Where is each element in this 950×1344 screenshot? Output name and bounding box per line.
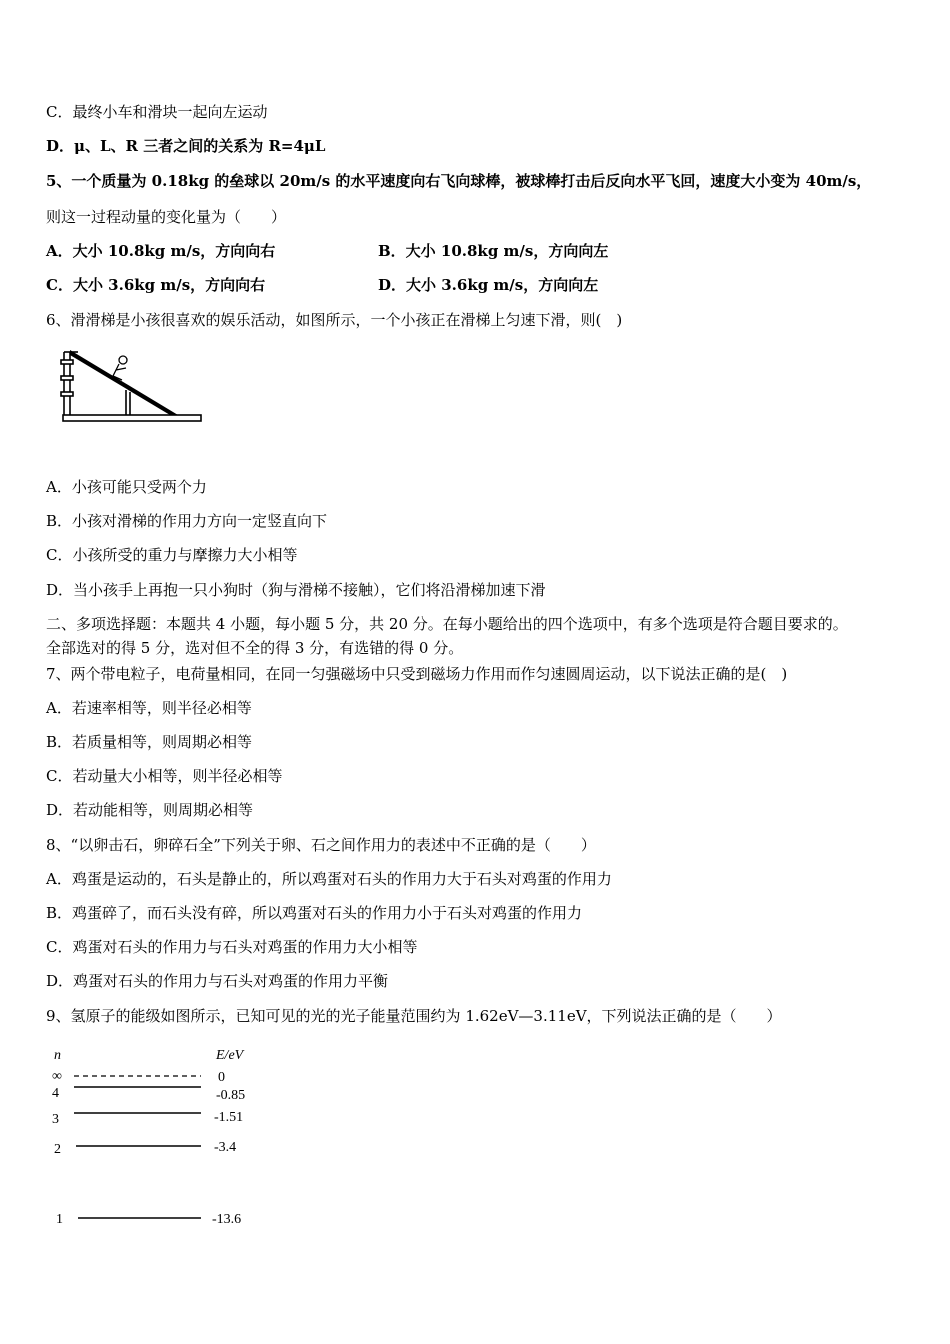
q7-option-b: B．若质量相等，则周期必相等	[46, 733, 253, 751]
q6-stem: 6、滑滑梯是小孩很喜欢的娱乐活动，如图所示，一个小孩正在滑梯上匀速下滑，则( )	[46, 311, 623, 329]
q5-stem-line2: 则这一过程动量的变化量为（ ）	[46, 208, 287, 226]
section2-heading-line2: 全部选对的得 5 分，选对但不全的得 3 分，有选错的得 0 分。	[46, 639, 464, 657]
energy-axis-label: E/eV	[216, 1048, 244, 1063]
q5-option-c: C．大小 3.6kg m/s，方向向右	[46, 276, 266, 294]
q5-stem-line1: 5、一个质量为 0.18kg 的垒球以 20m/s 的水平速度向右飞向球棒，被球棒打击后反向水平飞回，速度大小变为 40m/s，	[46, 172, 872, 190]
level-e-infinity: 0	[218, 1070, 225, 1085]
level-e-3: -1.51	[214, 1110, 244, 1125]
q5-option-d: D．大小 3.6kg m/s，方向向左	[378, 276, 599, 294]
q6-option-a: A．小孩可能只受两个力	[46, 478, 207, 496]
section2-heading-line1: 二、多项选择题：本题共 4 小题，每小题 5 分，共 20 分。在每小题给出的四个选项中，有多个选项是符合题目要求的。	[46, 615, 848, 633]
q8-option-b: B．鸡蛋碎了，而石头没有碎，所以鸡蛋对石头的作用力小于石头对鸡蛋的作用力	[46, 904, 583, 922]
q8-option-a: A．鸡蛋是运动的，石头是静止的，所以鸡蛋对石头的作用力大于石头对鸡蛋的作用力	[46, 870, 612, 888]
level-n-4: 4	[52, 1086, 59, 1101]
level-e-2: -3.4	[214, 1140, 237, 1155]
q6-option-b: B．小孩对滑梯的作用力方向一定竖直向下	[46, 512, 328, 530]
q4-option-c: C．最终小车和滑块一起向左运动	[46, 103, 268, 121]
q7-stem: 7、两个带电粒子，电荷量相同，在同一匀强磁场中只受到磁场力作用而作匀速圆周运动，以下说法正确的是( )	[46, 665, 788, 683]
level-e-4: -0.85	[216, 1088, 246, 1103]
q6-option-c: C．小孩所受的重力与摩擦力大小相等	[46, 546, 298, 564]
q7-option-a: A．若速率相等，则半径必相等	[46, 699, 252, 717]
slide-figure	[56, 346, 206, 426]
level-e-1: -13.6	[212, 1212, 242, 1227]
n-axis-label: n	[54, 1048, 61, 1063]
level-n-1: 1	[56, 1212, 63, 1227]
q7-option-c: C．若动量大小相等，则半径必相等	[46, 767, 283, 785]
hydrogen-energy-level-diagram	[46, 1045, 266, 1235]
q8-option-c: C．鸡蛋对石头的作用力与石头对鸡蛋的作用力大小相等	[46, 938, 418, 956]
q9-stem: 9、氢原子的能级如图所示，已知可见的光的光子能量范围约为 1.62eV—3.11eV，下列说法正确的是（ ）	[46, 1007, 782, 1025]
q6-option-d: D．当小孩手上再抱一只小狗时（狗与滑梯不接触），它们将沿滑梯加速下滑	[46, 581, 546, 599]
q8-option-d: D．鸡蛋对石头的作用力与石头对鸡蛋的作用力平衡	[46, 972, 389, 990]
q5-option-b: B．大小 10.8kg m/s，方向向左	[378, 242, 609, 260]
q7-option-d: D．若动能相等，则周期必相等	[46, 801, 254, 819]
q8-stem: 8、“以卵击石，卵碎石全”下列关于卵、石之间作用力的表述中不正确的是（ ）	[46, 836, 596, 854]
level-n-3: 3	[52, 1112, 59, 1127]
q4-option-d: D．μ、L、R 三者之间的关系为 R=4μL	[46, 137, 326, 155]
level-n-2: 2	[54, 1142, 61, 1157]
q5-option-a: A．大小 10.8kg m/s，方向向右	[46, 242, 276, 260]
level-n-infinity: ∞	[52, 1069, 62, 1084]
